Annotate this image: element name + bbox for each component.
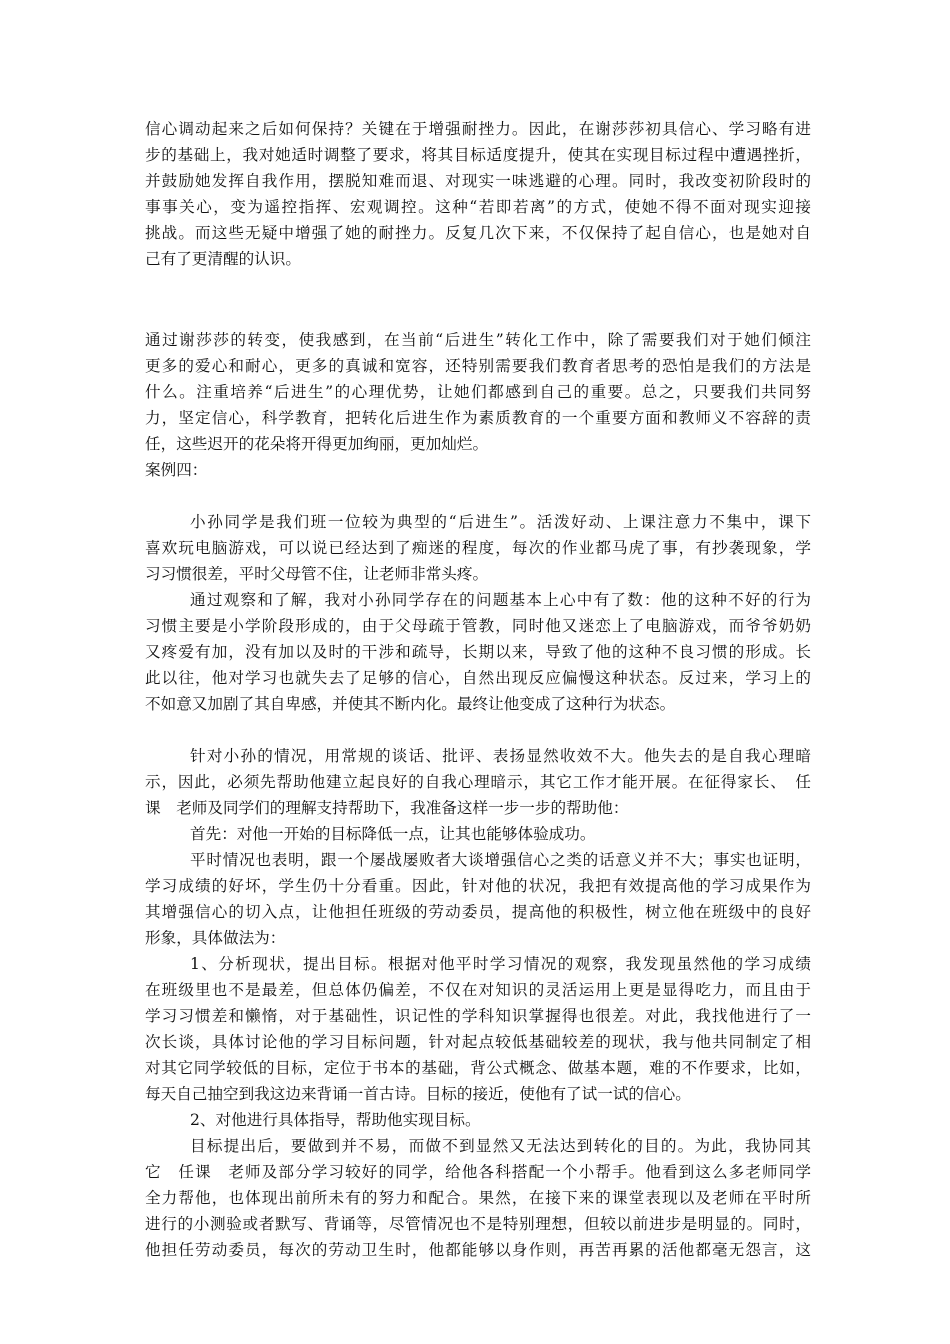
text-line: 其增强信心的切入点，让他担任班级的劳动委员，提高他的积极性，树立他在班级中的良好 — [145, 903, 811, 921]
text-line: 并鼓励她发挥自我作用，摆脱知难而退、对现实一味逃避的心理。同时，我改变初阶段时的 — [145, 172, 811, 190]
text-line: 每天自己抽空到我这边来背诵一首古诗。目标的接近，使他有了试一试的信心。 — [145, 1085, 691, 1103]
text-line: 它 任课 老师及部分学习较好的同学，给他各科搭配一个小帮手。他看到这么多老师同学 — [145, 1163, 811, 1181]
text-line: 又疼爱有加，没有加以及时的干涉和疏导，长期以来，导致了他的这种不良习惯的形成。长 — [145, 643, 811, 661]
text-line: 力，坚定信心，科学教育，把转化后进生作为素质教育的一个重要方面和教师义不容辞的责 — [145, 409, 811, 427]
text-line: 学习成绩的好坏，学生仍十分看重。因此，针对他的状况，我把有效提高他的学习成果作为 — [145, 877, 811, 895]
text-line: 什么。注重培养“后进生”的心理优势，让她们都感到自己的重要。总之，只要我们共同努 — [145, 383, 811, 401]
text-line: 不如意又加剧了其自卑感，并使其不断内化。最终让他变成了这种行为状态。 — [145, 695, 676, 713]
text-line: 习惯主要是小学阶段形成的，由于父母疏于管教，同时他又迷恋上了电脑游戏，而爷爷奶奶 — [145, 617, 811, 635]
text-line: 课 老师及同学们的理解支持帮助下，我准备这样一步一步的帮助他： — [145, 799, 629, 817]
text-line: 在班级里也不是最差，但总体仍偏差，不仅在对知识的灵活运用上更是显得吃力，而且由于 — [145, 981, 811, 999]
text-line: 首先：对他一开始的目标降低一点，让其也能够体验成功。 — [190, 825, 596, 843]
text-line: 平时情况也表明，跟一个屡战屡败者大谈增强信心之类的话意义并不大；事实也证明， — [190, 851, 811, 869]
text-line: 形象，具体做法为： — [145, 929, 286, 947]
text-line: 己有了更清醒的认识。 — [145, 250, 301, 268]
text-line: 2、对他进行具体指导，帮助他实现目标。 — [190, 1111, 481, 1129]
text-line: 任，这些迟开的花朵将开得更加绚丽，更加灿烂。 — [145, 435, 489, 453]
text-line: 小孙同学是我们班一位较为典型的“后进生”。活泼好动、上课注意力不集中，课下 — [190, 513, 811, 531]
text-line: 全力帮他，也体现出前所未有的努力和配合。果然，在接下来的课堂表现以及老师在平时所 — [145, 1189, 811, 1207]
text-line: 他担任劳动委员，每次的劳动卫生时，他都能够以身作则，再苦再累的活他都毫无怨言，这 — [145, 1241, 811, 1259]
text-line: 事事关心，变为遥控指挥、宏观调控。这种“若即若离”的方式，使她不得不面对现实迎接 — [145, 198, 811, 216]
text-line: 次长谈，具体讨论他的学习目标问题，针对起点较低基础较差的现状，我与他共同制定了相 — [145, 1033, 811, 1051]
text-line: 对其它同学较低的目标，定位于书本的基础，背公式概念、做基本题，难的不作要求，比如， — [145, 1059, 811, 1077]
text-line: 通过谢莎莎的转变，使我感到，在当前“后进生”转化工作中，除了需要我们对于她们倾注 — [145, 331, 811, 349]
text-line: 进行的小测验或者默写、背诵等，尽管情况也不是特别理想，但较以前进步是明显的。同时， — [145, 1215, 811, 1233]
text-line: 信心调动起来之后如何保持？关键在于增强耐挫力。因此，在谢莎莎初具信心、学习略有进 — [145, 120, 811, 138]
text-line: 更多的爱心和耐心，更多的真诚和宽容，还特别需要我们教育者思考的恐怕是我们的方法是 — [145, 357, 811, 375]
text-line: 步的基础上，我对她适时调整了要求，将其目标适度提升，使其在实现目标过程中遭遇挫折， — [145, 146, 811, 164]
text-line: 学习习惯差和懒惰，对于基础性，识记性的学科知识掌握得也很差。对此，我找他进行了一 — [145, 1007, 811, 1025]
text-line: 挑战。而这些无疑中增强了她的耐挫力。反复几次下来，不仅保持了起自信心，也是她对自 — [145, 224, 811, 242]
text-line: 1、分析现状，提出目标。根据对他平时学习情况的观察，我发现虽然他的学习成绩 — [190, 955, 811, 973]
text-line: 目标提出后，要做到并不易，而做不到显然又无法达到转化的目的。为此，我协同其 — [190, 1137, 811, 1155]
text-line: 此以往，他对学习也就失去了足够的信心，自然出现反应偏慢这种状态。反过来，学习上的 — [145, 669, 811, 687]
text-line: 喜欢玩电脑游戏，可以说已经达到了痴迷的程度，每次的作业都马虎了事，有抄袭现象，学 — [145, 539, 811, 557]
text-line: 针对小孙的情况，用常规的谈话、批评、表扬显然收效不大。他失去的是自我心理暗 — [190, 747, 811, 765]
text-line: 示，因此，必须先帮助他建立起良好的自我心理暗示，其它工作才能开展。在征得家长、 任 — [145, 773, 811, 791]
case-heading: 案例四： — [145, 461, 208, 479]
text-line: 通过观察和了解，我对小孙同学存在的问题基本上心中有了数：他的这种不好的行为 — [190, 591, 811, 609]
text-line: 习习惯很差，平时父母管不住，让老师非常头疼。 — [145, 565, 489, 583]
